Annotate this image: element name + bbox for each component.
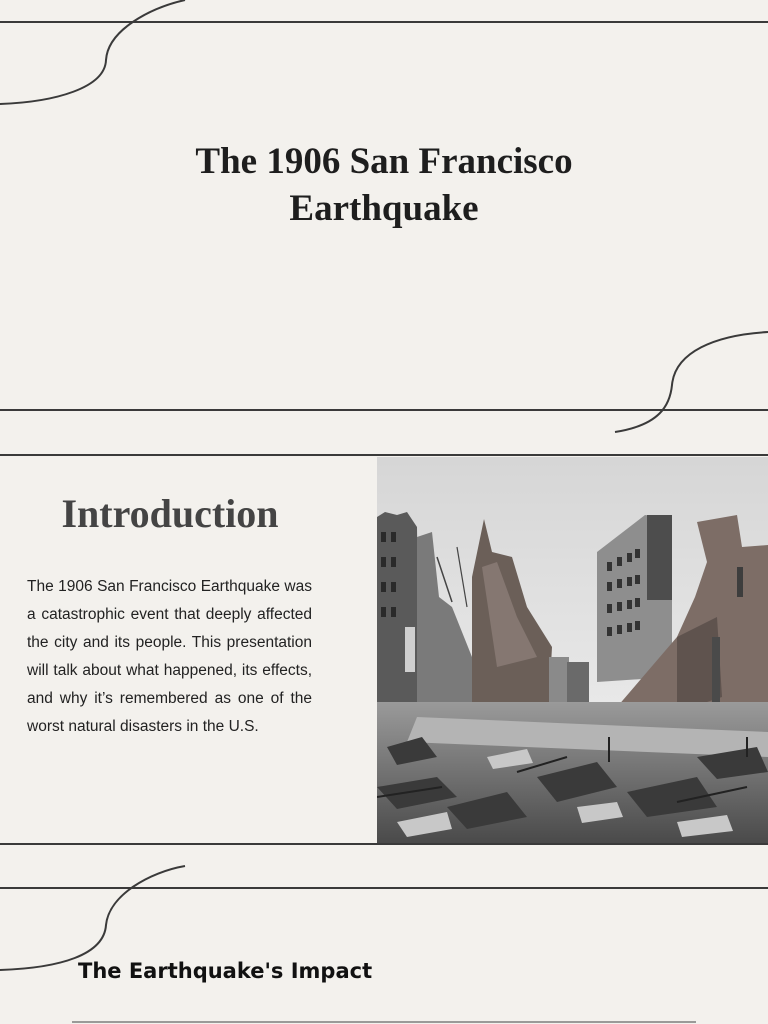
slide1-bottom-curve [615, 332, 768, 432]
introduction-heading: Introduction [61, 491, 279, 536]
earthquake-ruins-photo [377, 457, 768, 843]
slide-title-line-1: The 1906 San Francisco [195, 141, 573, 182]
introduction-paragraph: The 1906 San Francisco Earthquake was a catastrophic event that deeply affected the city and its people. This presentation will talk about what happened, its effects, and why it’s remembered as one of the worst natural disasters in the U.S. [27, 578, 312, 735]
slide1-top-curve [0, 0, 185, 104]
impact-heading: The Earthquake's Impact [78, 959, 373, 983]
slide-title-line-2: Earthquake [289, 188, 479, 229]
ruins-photo-graphic [377, 457, 768, 843]
slide-title [84, 138, 684, 232]
